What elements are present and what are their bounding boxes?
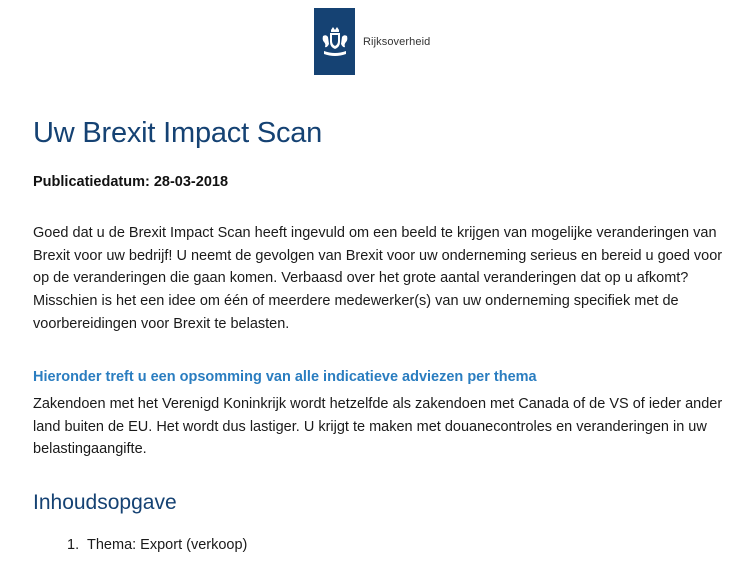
intro-paragraph: Goed dat u de Brexit Impact Scan heeft ingevuld om een beeld te krijgen van mogelijke veranderingen van Brexit voor uw bedrijf! U neemt de gevolgen van Brexit voor uw onderneming serieus en bereid u goed voor op de veranderingen die gaan komen. Verbaasd over het grote aantal veranderingen dat op u afkomt? Misschien is het een idee om één of meerdere medewerker(s) van uw onderneming specifiek met de voorbereidingen voor Brexit te belasten.: [33, 225, 723, 332]
toc-item-number: 1.: [67, 537, 80, 553]
logo-text: Rijksoverheid: [363, 35, 431, 48]
document-title: Uw Brexit Impact Scan: [33, 117, 323, 149]
toc-item-label[interactable]: Thema: Export (verkoop): [87, 537, 248, 553]
toc-heading: Inhoudsopgave: [33, 491, 177, 514]
toc-list: [67, 537, 247, 553]
advice-subheading: Hieronder treft u een opsomming van alle indicatieve adviezen per thema: [33, 369, 537, 385]
rijksoverheid-logo: [314, 8, 430, 75]
body-paragraph: Zakendoen met het Verenigd Koninkrijk wordt hetzelfde als zakendoen met Canada of de VS of ieder ander land buiten de EU. Het wordt dus lastiger. U krijgt te maken met douanecontroles en veranderingen in uw belastingaangifte.: [33, 396, 723, 458]
coat-of-arms-icon: [314, 8, 355, 75]
publication-date: Publicatiedatum: 28-03-2018: [33, 174, 229, 190]
toc-item[interactable]: [67, 537, 247, 553]
